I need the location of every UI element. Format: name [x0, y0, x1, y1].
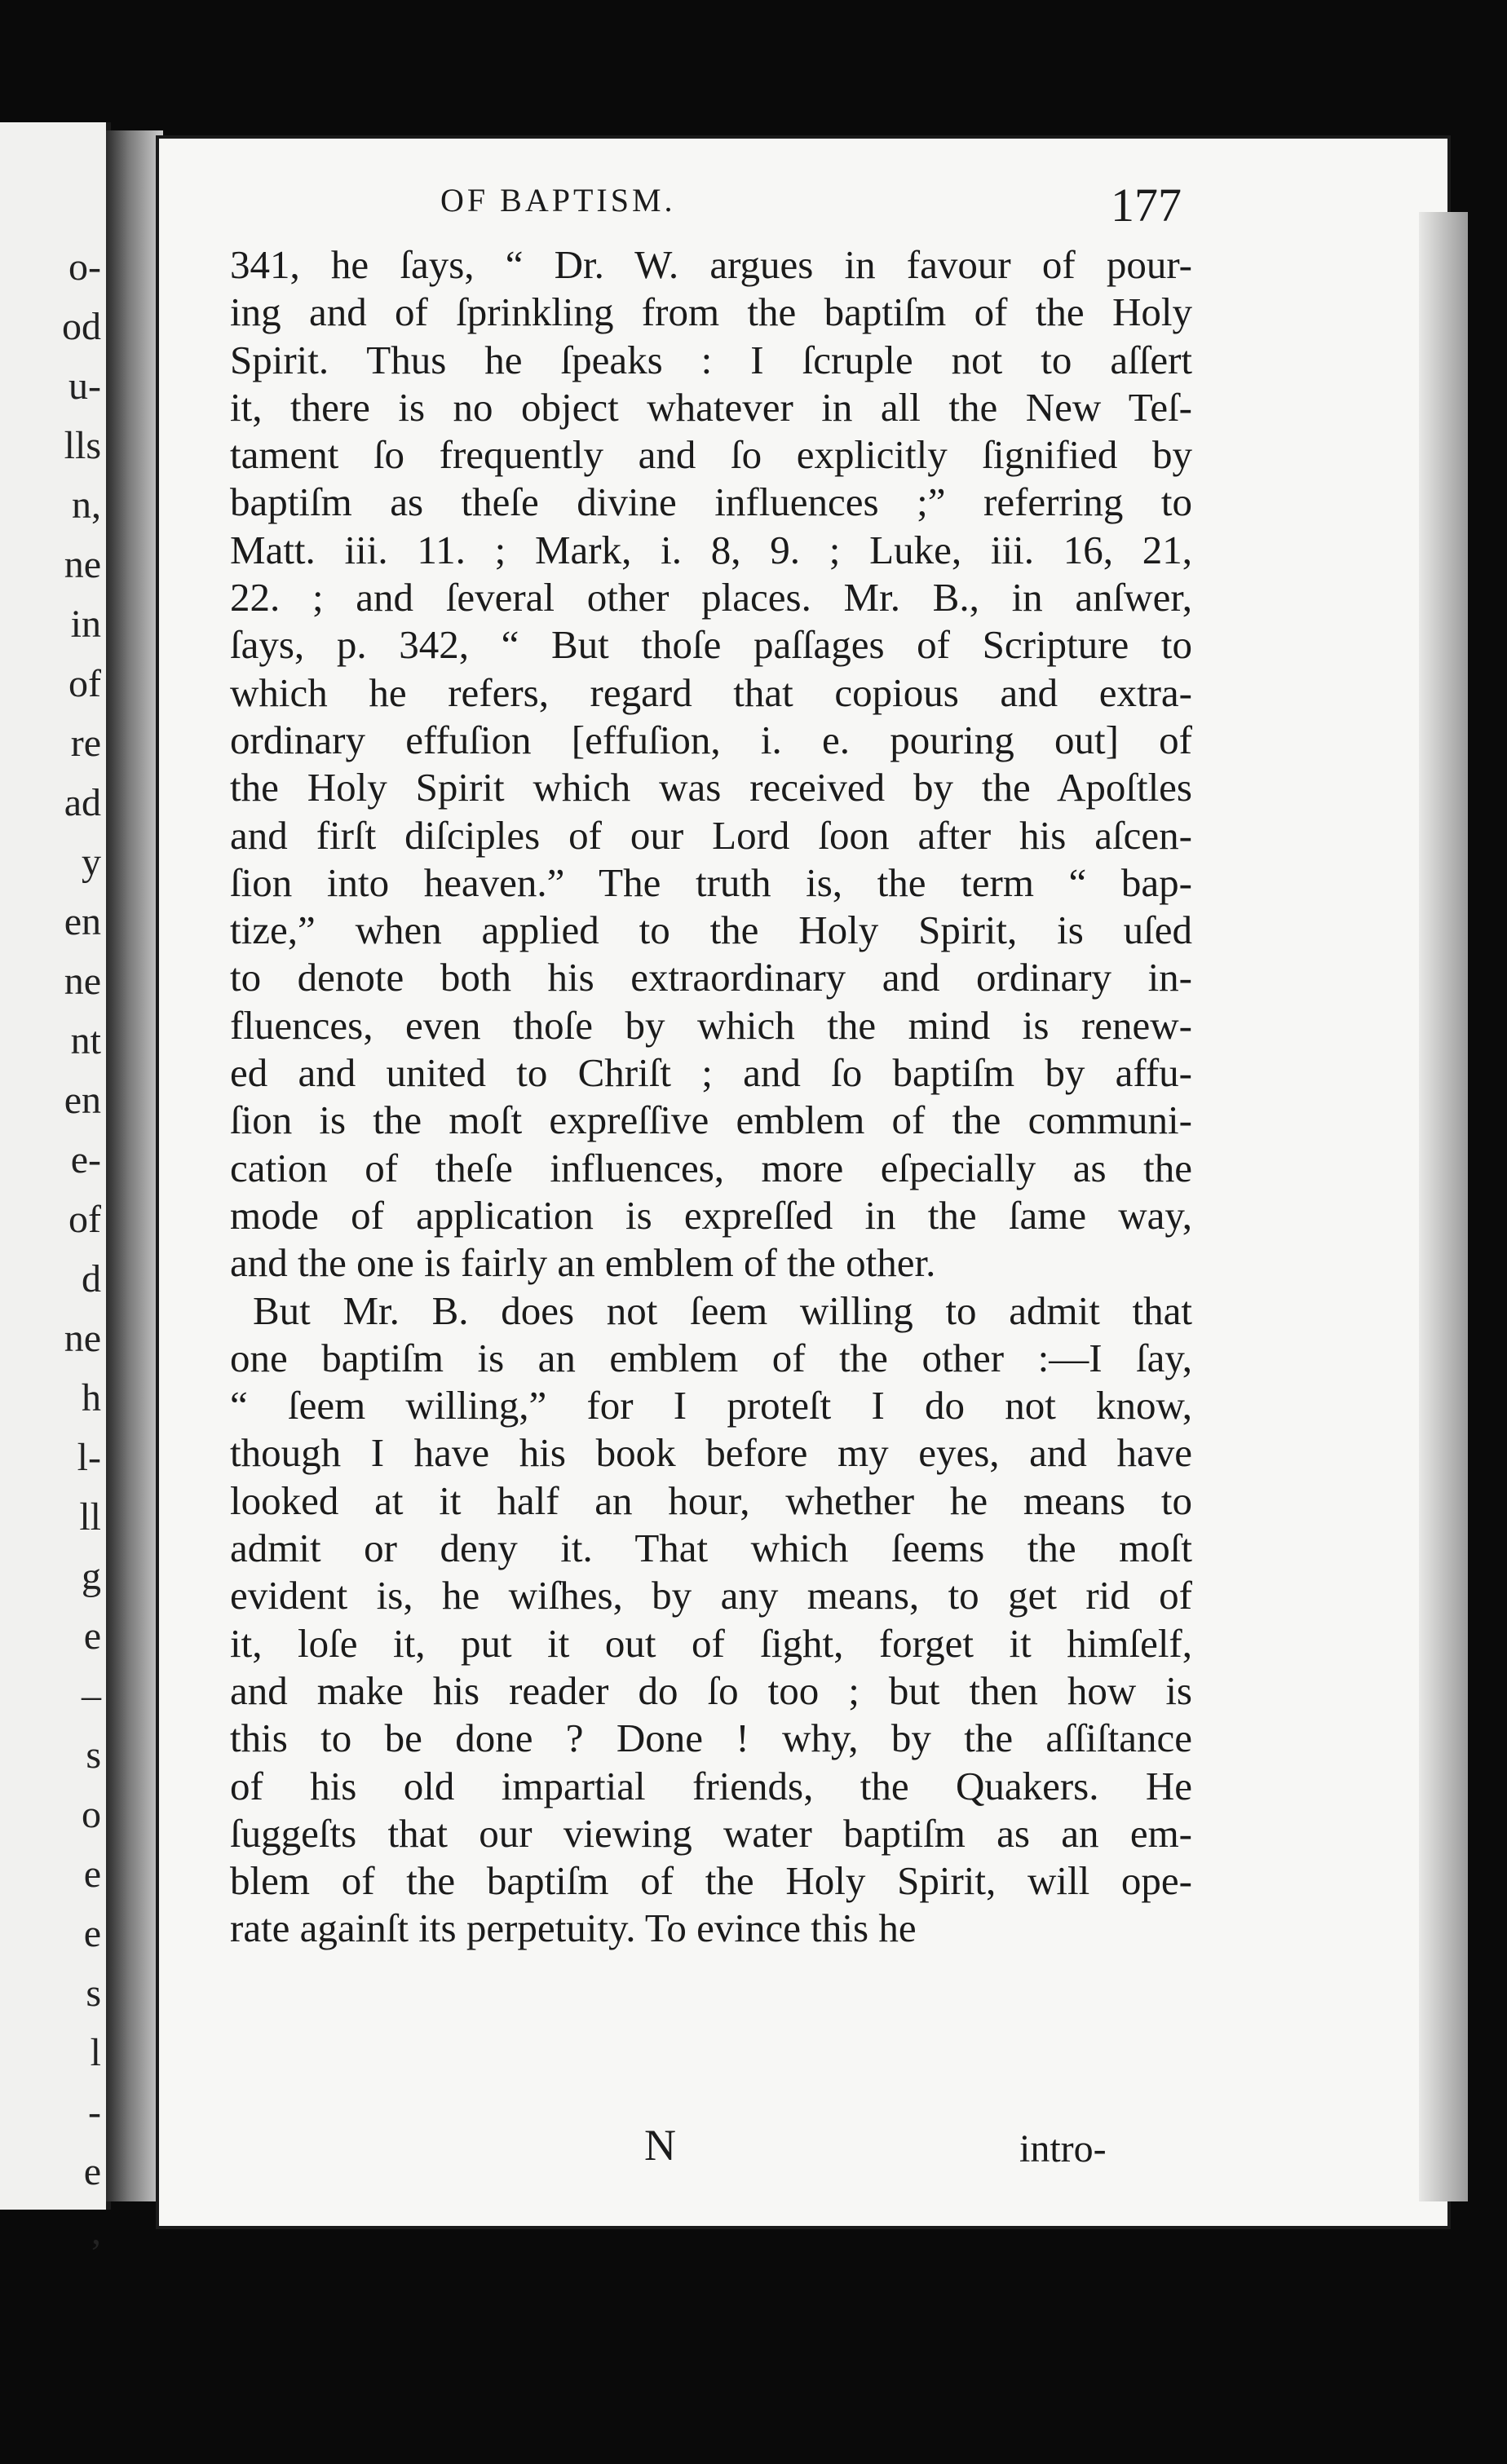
text-line: mode of application is expreſſed in the ſame way,	[230, 1192, 1192, 1238]
text-line: which he refers, regard that copious and extra-	[230, 669, 1192, 715]
text-line: Spirit. Thus he ſpeaks : I ſcruple not to aſſert	[230, 337, 1192, 382]
text-line: looked at it half an hour, whether he means to	[230, 1477, 1192, 1523]
text-line: one baptiſm is an emblem of the other :—I ſay,	[230, 1335, 1192, 1380]
facing-page-line-fragment: o-	[68, 245, 101, 289]
text-line: it, there is no object whatever in all the New Teſ-	[230, 384, 1192, 430]
text-line: baptiſm as theſe divine influences ;” referring to	[230, 479, 1192, 525]
facing-page-line-fragment: n,	[72, 484, 101, 527]
facing-page-line-fragment: d	[82, 1257, 101, 1300]
facing-page-line-fragment: ,	[91, 2210, 101, 2253]
text-line: though I have his book before my eyes, and have	[230, 1430, 1192, 1476]
facing-page-line-fragment: e	[83, 2150, 101, 2193]
text-line: and firſt diſciples of our Lord ſoon after his aſcen-	[230, 812, 1192, 858]
facing-page-line-fragment: s	[86, 1972, 101, 2015]
facing-page-fragment	[0, 122, 111, 2253]
text-line: tize,” when applied to the Holy Spirit, is uſed	[230, 907, 1192, 953]
text-line: admit or deny it. That which ſeems the moſt	[230, 1526, 1192, 1571]
text-line: this to be done ? Done ! why, by the aſſiſtance	[230, 1716, 1192, 1761]
facing-page-line-fragment: od	[62, 305, 101, 348]
facing-page-line-fragment: l	[90, 2031, 101, 2074]
text-line: 22. ; and ſeveral other places. Mr. B., in anſwer,	[230, 575, 1192, 620]
text-line: and make his reader do ſo too ; but then how is	[230, 1667, 1192, 1713]
facing-page-line-fragment: –	[82, 1674, 101, 1717]
page-edge-shadow	[1419, 212, 1468, 2201]
facing-page-line-fragment: e	[83, 1852, 101, 1896]
facing-page-line-fragment: nt	[70, 1019, 101, 1062]
text-line: of his old impartial friends, the Quakers. He	[230, 1763, 1192, 1808]
text-line: 341, he ſays, “ Dr. W. argues in favour of pour-	[230, 242, 1192, 287]
facing-page-line-fragment: y	[82, 841, 101, 884]
text-line: it, loſe it, put it out of ſight, forget it himſelf,	[230, 1620, 1192, 1666]
text-line: and the one is fairly an emblem of the other.	[230, 1240, 936, 1286]
text-line: the Holy Spirit which was received by the Apoſtles	[230, 765, 1192, 810]
text-line: ordinary effuſion [effuſion, i. e. pouring out] of	[230, 717, 1192, 762]
facing-page-line-fragment: o	[82, 1793, 101, 1836]
text-line: ed and united to Chriſt ; and ſo baptiſm by affu-	[230, 1050, 1192, 1096]
facing-page-line-fragment: re	[70, 722, 101, 765]
facing-page-line-fragment: lls	[64, 424, 101, 467]
facing-page-line-fragment: of	[68, 1198, 101, 1241]
text-line: tament ſo frequently and ſo explicitly ſignified by	[230, 432, 1192, 478]
text-line: blem of the baptiſm of the Holy Spirit, will ope-	[230, 1858, 1192, 1904]
text-line: to denote both his extraordinary and ordinary in-	[230, 955, 1192, 1000]
text-line: fluences, even thoſe by which the mind is renew-	[230, 1002, 1192, 1048]
text-line: ſays, p. 342, “ But thoſe paſſages of Scripture to	[230, 622, 1192, 668]
text-line: “ ſeem willing,” for I proteſt I do not know,	[230, 1383, 1192, 1429]
facing-page-line-fragment: ne	[64, 1317, 101, 1360]
facing-page-line-fragment: g	[82, 1555, 101, 1598]
facing-page-line-fragment: ne	[64, 543, 101, 586]
catchword: intro-	[1019, 2127, 1107, 2170]
facing-page-line-fragment: e	[83, 1614, 101, 1658]
facing-page-line-fragment: of	[68, 662, 101, 705]
text-line: ſion is the moſt expreſſive emblem of the communi-	[230, 1097, 1192, 1143]
text-line: ing and of ſprinkling from the baptiſm of the Holy	[230, 289, 1192, 335]
text-line: rate againſt its perpetuity. To evince this he	[230, 1905, 917, 1951]
text-line: ſion into heaven.” The truth is, the term “ bap-	[230, 859, 1192, 905]
text-line: cation of theſe influences, more eſpecially as the	[230, 1145, 1192, 1190]
text-line: But Mr. B. does not ſeem willing to admit that	[253, 1287, 1192, 1333]
facing-page-line-fragment: e-	[70, 1138, 101, 1181]
facing-page-line-fragment: in	[70, 603, 101, 646]
facing-page-line-fragment: s	[86, 1733, 101, 1777]
facing-page-line-fragment: u-	[68, 364, 101, 408]
facing-page-line-fragment: ad	[64, 781, 101, 824]
facing-page-line-fragment: h	[82, 1376, 101, 1420]
facing-page-line-fragment: l-	[77, 1436, 101, 1479]
facing-page-line-fragment: ll	[79, 1495, 101, 1539]
text-line: Matt. iii. 11. ; Mark, i. 8, 9. ; Luke, iii. 16, 21,	[230, 527, 1192, 572]
page-number: 177	[1111, 179, 1182, 232]
facing-page-line-fragment: en	[64, 1079, 101, 1122]
text-line: evident is, he wiſhes, by any means, to get rid of	[230, 1573, 1192, 1618]
facing-page-line-fragment: ne	[64, 960, 101, 1003]
facing-page-line-fragment: e	[83, 1912, 101, 1955]
page-body-text	[230, 241, 1192, 1953]
text-line: ſuggeſts that our viewing water baptiſm as an em-	[230, 1810, 1192, 1856]
book-gutter	[106, 130, 163, 2201]
running-head: OF BAPTISM.	[440, 182, 676, 219]
signature-mark: N	[644, 2121, 676, 2170]
facing-page-line-fragment: -	[88, 2091, 101, 2134]
facing-page-line-fragment: en	[64, 900, 101, 943]
